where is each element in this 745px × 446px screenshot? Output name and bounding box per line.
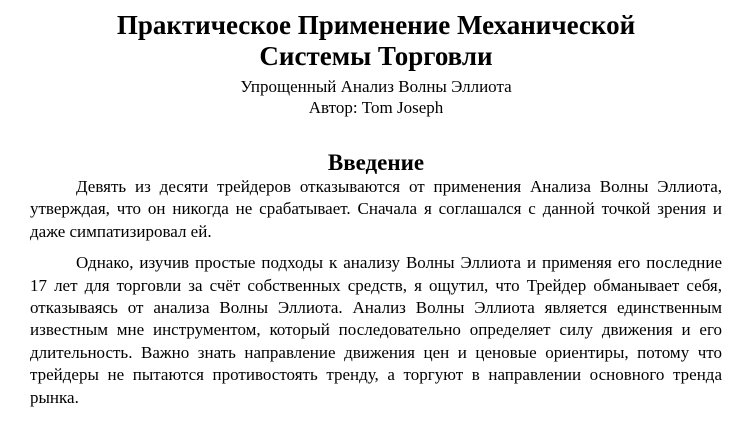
title-line-2: Системы Торговли bbox=[259, 41, 493, 71]
document-author: Автор: Tom Joseph bbox=[308, 98, 444, 117]
paragraph-1: Девять из десяти трейдеров отказываются от применения Анализа Волны Эллиота, утверждая, что он никогда не срабатывает. Сначала я соглашался с данной точкой зрения и даже симпатизировал ей. bbox=[30, 177, 722, 241]
document-title bbox=[30, 10, 722, 72]
document-subtitle: Упрощенный Анализ Волны Эллиота bbox=[240, 77, 512, 96]
document-page bbox=[30, 0, 722, 409]
title-line-1: Практическое Применение Механической bbox=[116, 10, 636, 40]
section-heading-introduction: Введение bbox=[327, 150, 425, 175]
paragraph-2: Однако, изучив простые подходы к анализу Волны Эллиота и применяя его последние 17 лет для торговли за счёт собственных средств, я ощутил, что Трейдер обманывает себя, отказываясь от анализа Волны Эллиота. Анализ Волны Эллиота является единственным известным мне инструментом, который последовательно определяет силу движения и его длительность. Важно знать направление движения цен и ценовые ориентиры, потому что трейдеры не пытаются противостоять тренду, а торгуют в направлении основного тренда рынка. bbox=[30, 253, 722, 407]
